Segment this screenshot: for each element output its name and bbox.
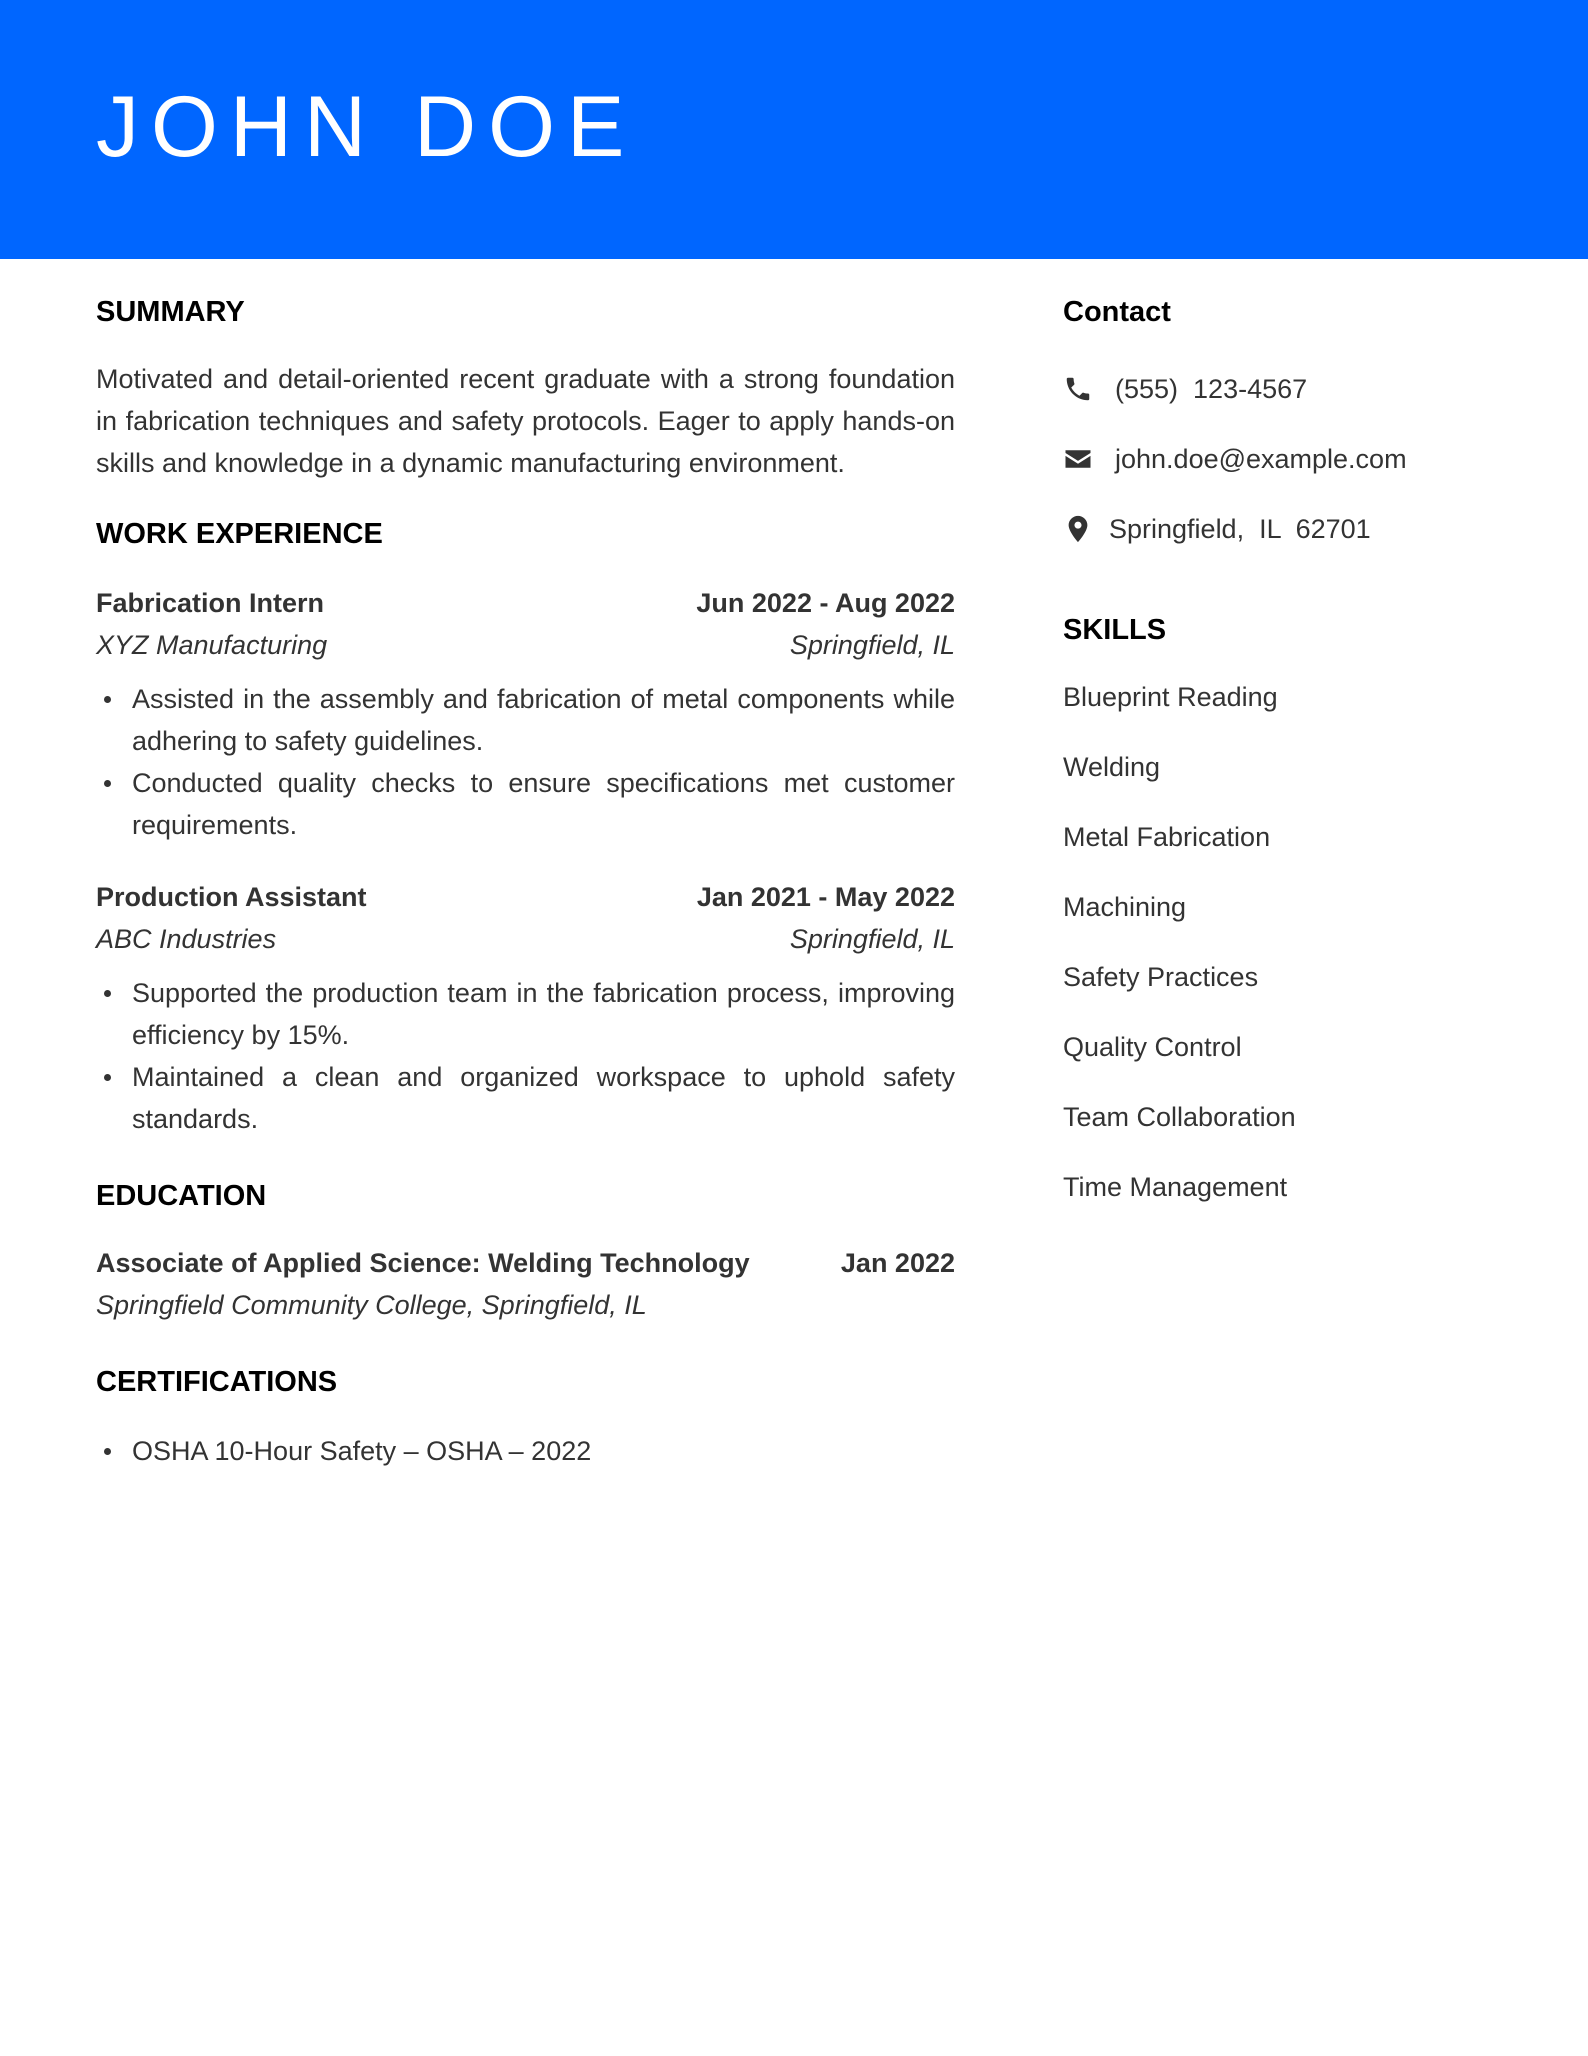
contact-location-text: Springfield, IL 62701	[1109, 514, 1371, 544]
skill-item: Welding	[1063, 752, 1161, 782]
certification-item: OSHA 10-Hour Safety – OSHA – 2022	[96, 1430, 955, 1472]
contact-list	[1063, 368, 1503, 550]
contact-email-text: john.doe@example.com	[1115, 444, 1407, 474]
education-school: Springfield Community College, Springfield, IL	[96, 1290, 647, 1320]
job-bullet: Assisted in the assembly and fabrication of metal components while adhering to safety guidelines.	[96, 678, 955, 762]
job-bullet: Maintained a clean and organized workspace to uphold safety standards.	[96, 1056, 955, 1140]
summary-text: Motivated and detail-oriented recent graduate with a strong foundation in fabrication techniques and safety protocols. Eager to apply hands-on skills and knowledge in a dynamic manufacturing environment.	[96, 364, 955, 478]
summary-heading: SUMMARY	[96, 296, 245, 328]
skill-item: Metal Fabrication	[1063, 822, 1271, 852]
job-role: Fabrication Intern	[96, 588, 325, 618]
contact-phone	[1063, 368, 1503, 410]
job-bullets	[96, 678, 955, 846]
sidebar-column	[1063, 294, 1503, 1208]
map-pin-icon	[1063, 514, 1093, 544]
main-column	[96, 294, 955, 1472]
job-dates: Jun 2022 - Aug 2022	[696, 588, 955, 618]
candidate-name: JOHN DOE	[96, 79, 637, 175]
skill-item: Team Collaboration	[1063, 1102, 1296, 1132]
skill-item: Quality Control	[1063, 1032, 1242, 1062]
job-entry	[96, 876, 955, 1140]
job-location: Springfield, IL	[789, 924, 955, 954]
contact-email	[1063, 438, 1503, 480]
education-date: Jan 2022	[840, 1248, 955, 1278]
job-location: Springfield, IL	[789, 630, 955, 660]
skill-item: Machining	[1063, 892, 1187, 922]
job-bullet: Conducted quality checks to ensure specifications met customer requirements.	[96, 762, 955, 846]
skill-item: Blueprint Reading	[1063, 682, 1278, 712]
certifications-heading: CERTIFICATIONS	[96, 1366, 338, 1398]
contact-phone-text: (555) 123-4567	[1115, 374, 1308, 404]
phone-icon	[1063, 374, 1093, 404]
job-bullet: Supported the production team in the fabrication process, improving efficiency by 15%.	[96, 972, 955, 1056]
job-role: Production Assistant	[96, 882, 367, 912]
education-entry	[96, 1242, 955, 1326]
contact-location	[1063, 508, 1503, 550]
header-banner	[0, 0, 1588, 259]
job-company: XYZ Manufacturing	[96, 630, 328, 660]
certifications-list	[96, 1430, 955, 1472]
job-company: ABC Industries	[96, 924, 277, 954]
skills-heading: SKILLS	[1063, 614, 1167, 646]
education-degree: Associate of Applied Science: Welding Technology	[96, 1248, 750, 1278]
envelope-icon	[1063, 444, 1093, 474]
contact-heading: Contact	[1063, 296, 1171, 328]
skill-item: Safety Practices	[1063, 962, 1259, 992]
job-bullets	[96, 972, 955, 1140]
job-dates: Jan 2021 - May 2022	[696, 882, 955, 912]
work-experience-heading: WORK EXPERIENCE	[96, 518, 383, 550]
education-heading: EDUCATION	[96, 1180, 267, 1212]
job-entry	[96, 582, 955, 846]
skills-list	[1063, 676, 1503, 1208]
skill-item: Time Management	[1063, 1172, 1288, 1202]
